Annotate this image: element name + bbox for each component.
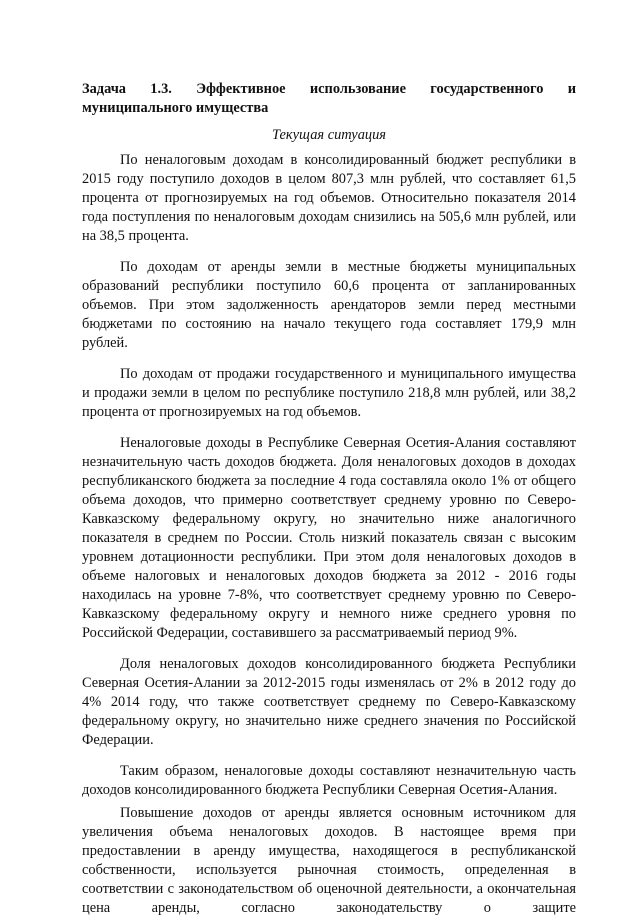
paragraph-consolidated-share: Доля неналоговых доходов консолидированного бюджета Республики Северная Осетия-Алании за 2012-2015 годы изменялась от 2% в 2012 году до 4% 2014 году, что также соответствует среднему по Северо-Кавказскому федеральному округу, но значительно ниже среднего значения по Российской Федерации. <box>82 656 576 748</box>
paragraph-land-rent: По доходам от аренды земли в местные бюджеты муниципальных образований республики поступило 60,6 процента от запланированных объемов. При этом задолженность арендаторов земли перед местными бюджетами по состоянию на начало текущего года составляет 179,9 млн рублей. <box>82 259 576 351</box>
paragraph-nontax-share: Неналоговые доходы в Республике Северная Осетия-Алания составляют незначительную часть доходов бюджета. Доля неналоговых доходов в доходах республиканского бюджета за последние 4 года составляла около 1% от общего объема доходов, что примерно соответствует среднему уровню по Северо-Кавказскому федеральному округу, но значительно ниже аналогичного показателя в среднем по России. Столь низкий показатель связан с высоким уровнем дотационности республики. При этом доля неналоговых доходов в объеме налоговых и неналоговых доходов бюджета за 2012 - 2016 годы находилась на уровне 7-8%, что соответствует среднему уровню по Северо-Кавказскому федеральному округу и немного ниже среднего уровня по Российской Федерации, составившего за рассматриваемый период 9%. <box>82 435 576 641</box>
paragraph-property-sale: По доходам от продажи государственного и муниципального имущества и продажи земли в целом по республике поступило 218,8 млн рублей, или 38,2 процента от прогнозируемых на год объемов. <box>82 366 576 420</box>
paragraph-conclusion: Таким образом, неналоговые доходы составляют незначительную часть доходов консолидированного бюджета Республики Северная Осетия-Алания. <box>82 763 576 798</box>
section-heading: Задача 1.3. Эффективное использование государственного и муниципального имущества <box>82 81 576 116</box>
paragraph-nontax-revenue: По неналоговым доходам в консолидированный бюджет республики в 2015 году поступило доходов в целом 807,3 млн рублей, что составляет 61,5 процента от прогнозируемых на год объемов. Относительно показателя 2014 года поступления по неналоговым доходам снизились на 505,6 млн рублей, или на 38,5 процента. <box>82 152 576 244</box>
section-subheading: Текущая ситуация <box>272 127 386 143</box>
paragraph-rent-increase: Повышение доходов от аренды является основным источником для увеличения объема неналоговых доходов. В настоящее время при предоставлении в аренду имущества, находящегося в республиканской собственности, используется рыночная стоимость, определенная в соответствии с законодательством об оценочной деятельности, а окончательная цена аренды, согласно законодательству о защите <box>82 805 576 916</box>
